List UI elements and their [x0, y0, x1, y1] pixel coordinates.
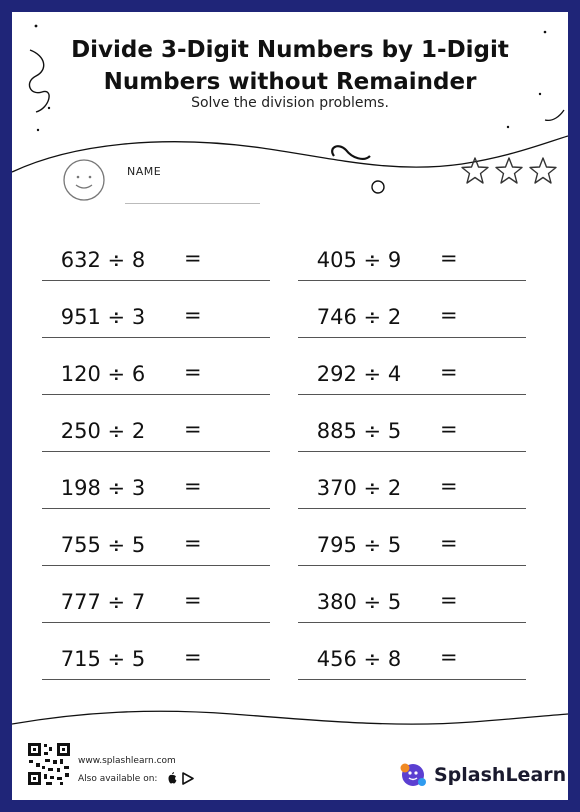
problem-expression: 456 ÷ 8	[316, 647, 402, 671]
problem-expression: 951 ÷ 3	[60, 305, 146, 329]
problem-expression: 795 ÷ 5	[316, 533, 402, 557]
equals-sign: =	[184, 303, 202, 327]
answer-field[interactable]	[458, 242, 526, 280]
star-icon	[530, 158, 556, 183]
answer-field[interactable]	[202, 299, 270, 337]
problem-row	[298, 641, 526, 680]
problem-expression: 715 ÷ 5	[60, 647, 146, 671]
problem-row	[298, 584, 526, 623]
problem-row	[42, 299, 270, 338]
splashlearn-logo	[398, 760, 566, 790]
problem-row	[42, 242, 270, 281]
answer-field[interactable]	[458, 299, 526, 337]
available-on-text: Also available on:	[78, 774, 158, 784]
problem-row	[42, 470, 270, 509]
answer-field[interactable]	[202, 584, 270, 622]
problem-row	[298, 242, 526, 281]
problem-row	[298, 356, 526, 395]
name-label: NAME	[127, 165, 162, 178]
smiley-face-icon	[62, 158, 106, 202]
problem-row	[42, 641, 270, 680]
answer-field[interactable]	[458, 527, 526, 565]
problem-expression: 120 ÷ 6	[60, 362, 146, 386]
equals-sign: =	[184, 531, 202, 555]
equals-sign: =	[184, 588, 202, 612]
equals-sign: =	[184, 474, 202, 498]
problem-row	[42, 356, 270, 395]
star-icon	[462, 158, 488, 183]
problem-row	[42, 584, 270, 623]
splashlearn-logo-icon	[398, 760, 428, 790]
equals-sign: =	[440, 360, 458, 384]
problem-expression: 755 ÷ 5	[60, 533, 146, 557]
apple-icon	[169, 772, 177, 784]
decorative-doodles	[12, 12, 568, 800]
equals-sign: =	[184, 360, 202, 384]
equals-sign: =	[440, 474, 458, 498]
problem-row	[298, 527, 526, 566]
problem-expression: 632 ÷ 8	[60, 248, 146, 272]
problem-expression: 777 ÷ 7	[60, 590, 146, 614]
answer-field[interactable]	[202, 470, 270, 508]
equals-sign: =	[440, 246, 458, 270]
answer-field[interactable]	[202, 641, 270, 679]
problem-expression: 292 ÷ 4	[316, 362, 402, 386]
answer-field[interactable]	[458, 470, 526, 508]
problem-row	[298, 413, 526, 452]
problem-row	[298, 470, 526, 509]
answer-field[interactable]	[458, 584, 526, 622]
problem-expression: 885 ÷ 5	[316, 419, 402, 443]
equals-sign: =	[440, 588, 458, 612]
problem-expression: 370 ÷ 2	[316, 476, 402, 500]
answer-field[interactable]	[202, 413, 270, 451]
problem-expression: 380 ÷ 5	[316, 590, 402, 614]
qr-code-icon	[27, 742, 71, 786]
problem-row	[298, 299, 526, 338]
answer-field[interactable]	[202, 242, 270, 280]
title-line-2: Numbers without Remainder	[103, 69, 477, 95]
equals-sign: =	[440, 303, 458, 327]
name-field[interactable]	[125, 203, 260, 204]
answer-field[interactable]	[202, 527, 270, 565]
problem-expression: 405 ÷ 9	[316, 248, 402, 272]
worksheet-title	[12, 34, 568, 98]
answer-field[interactable]	[458, 413, 526, 451]
instructions: Solve the division problems.	[191, 95, 389, 111]
problem-row	[42, 527, 270, 566]
play-store-icon	[183, 773, 193, 784]
store-icons	[166, 771, 196, 785]
brand-name: SplashLearn	[434, 764, 567, 786]
answer-field[interactable]	[458, 356, 526, 394]
problem-expression: 250 ÷ 2	[60, 419, 146, 443]
equals-sign: =	[440, 645, 458, 669]
worksheet-page	[12, 12, 568, 800]
website-url[interactable]: www.splashlearn.com	[78, 756, 176, 766]
problem-expression: 746 ÷ 2	[316, 305, 402, 329]
rating-stars	[458, 155, 562, 187]
star-icon	[496, 158, 522, 183]
answer-field[interactable]	[202, 356, 270, 394]
answer-field[interactable]	[458, 641, 526, 679]
problem-row	[42, 413, 270, 452]
equals-sign: =	[440, 417, 458, 441]
equals-sign: =	[184, 417, 202, 441]
equals-sign: =	[184, 645, 202, 669]
equals-sign: =	[440, 531, 458, 555]
title-line-1: Divide 3-Digit Numbers by 1-Digit	[71, 37, 509, 63]
problem-expression: 198 ÷ 3	[60, 476, 146, 500]
equals-sign: =	[184, 246, 202, 270]
